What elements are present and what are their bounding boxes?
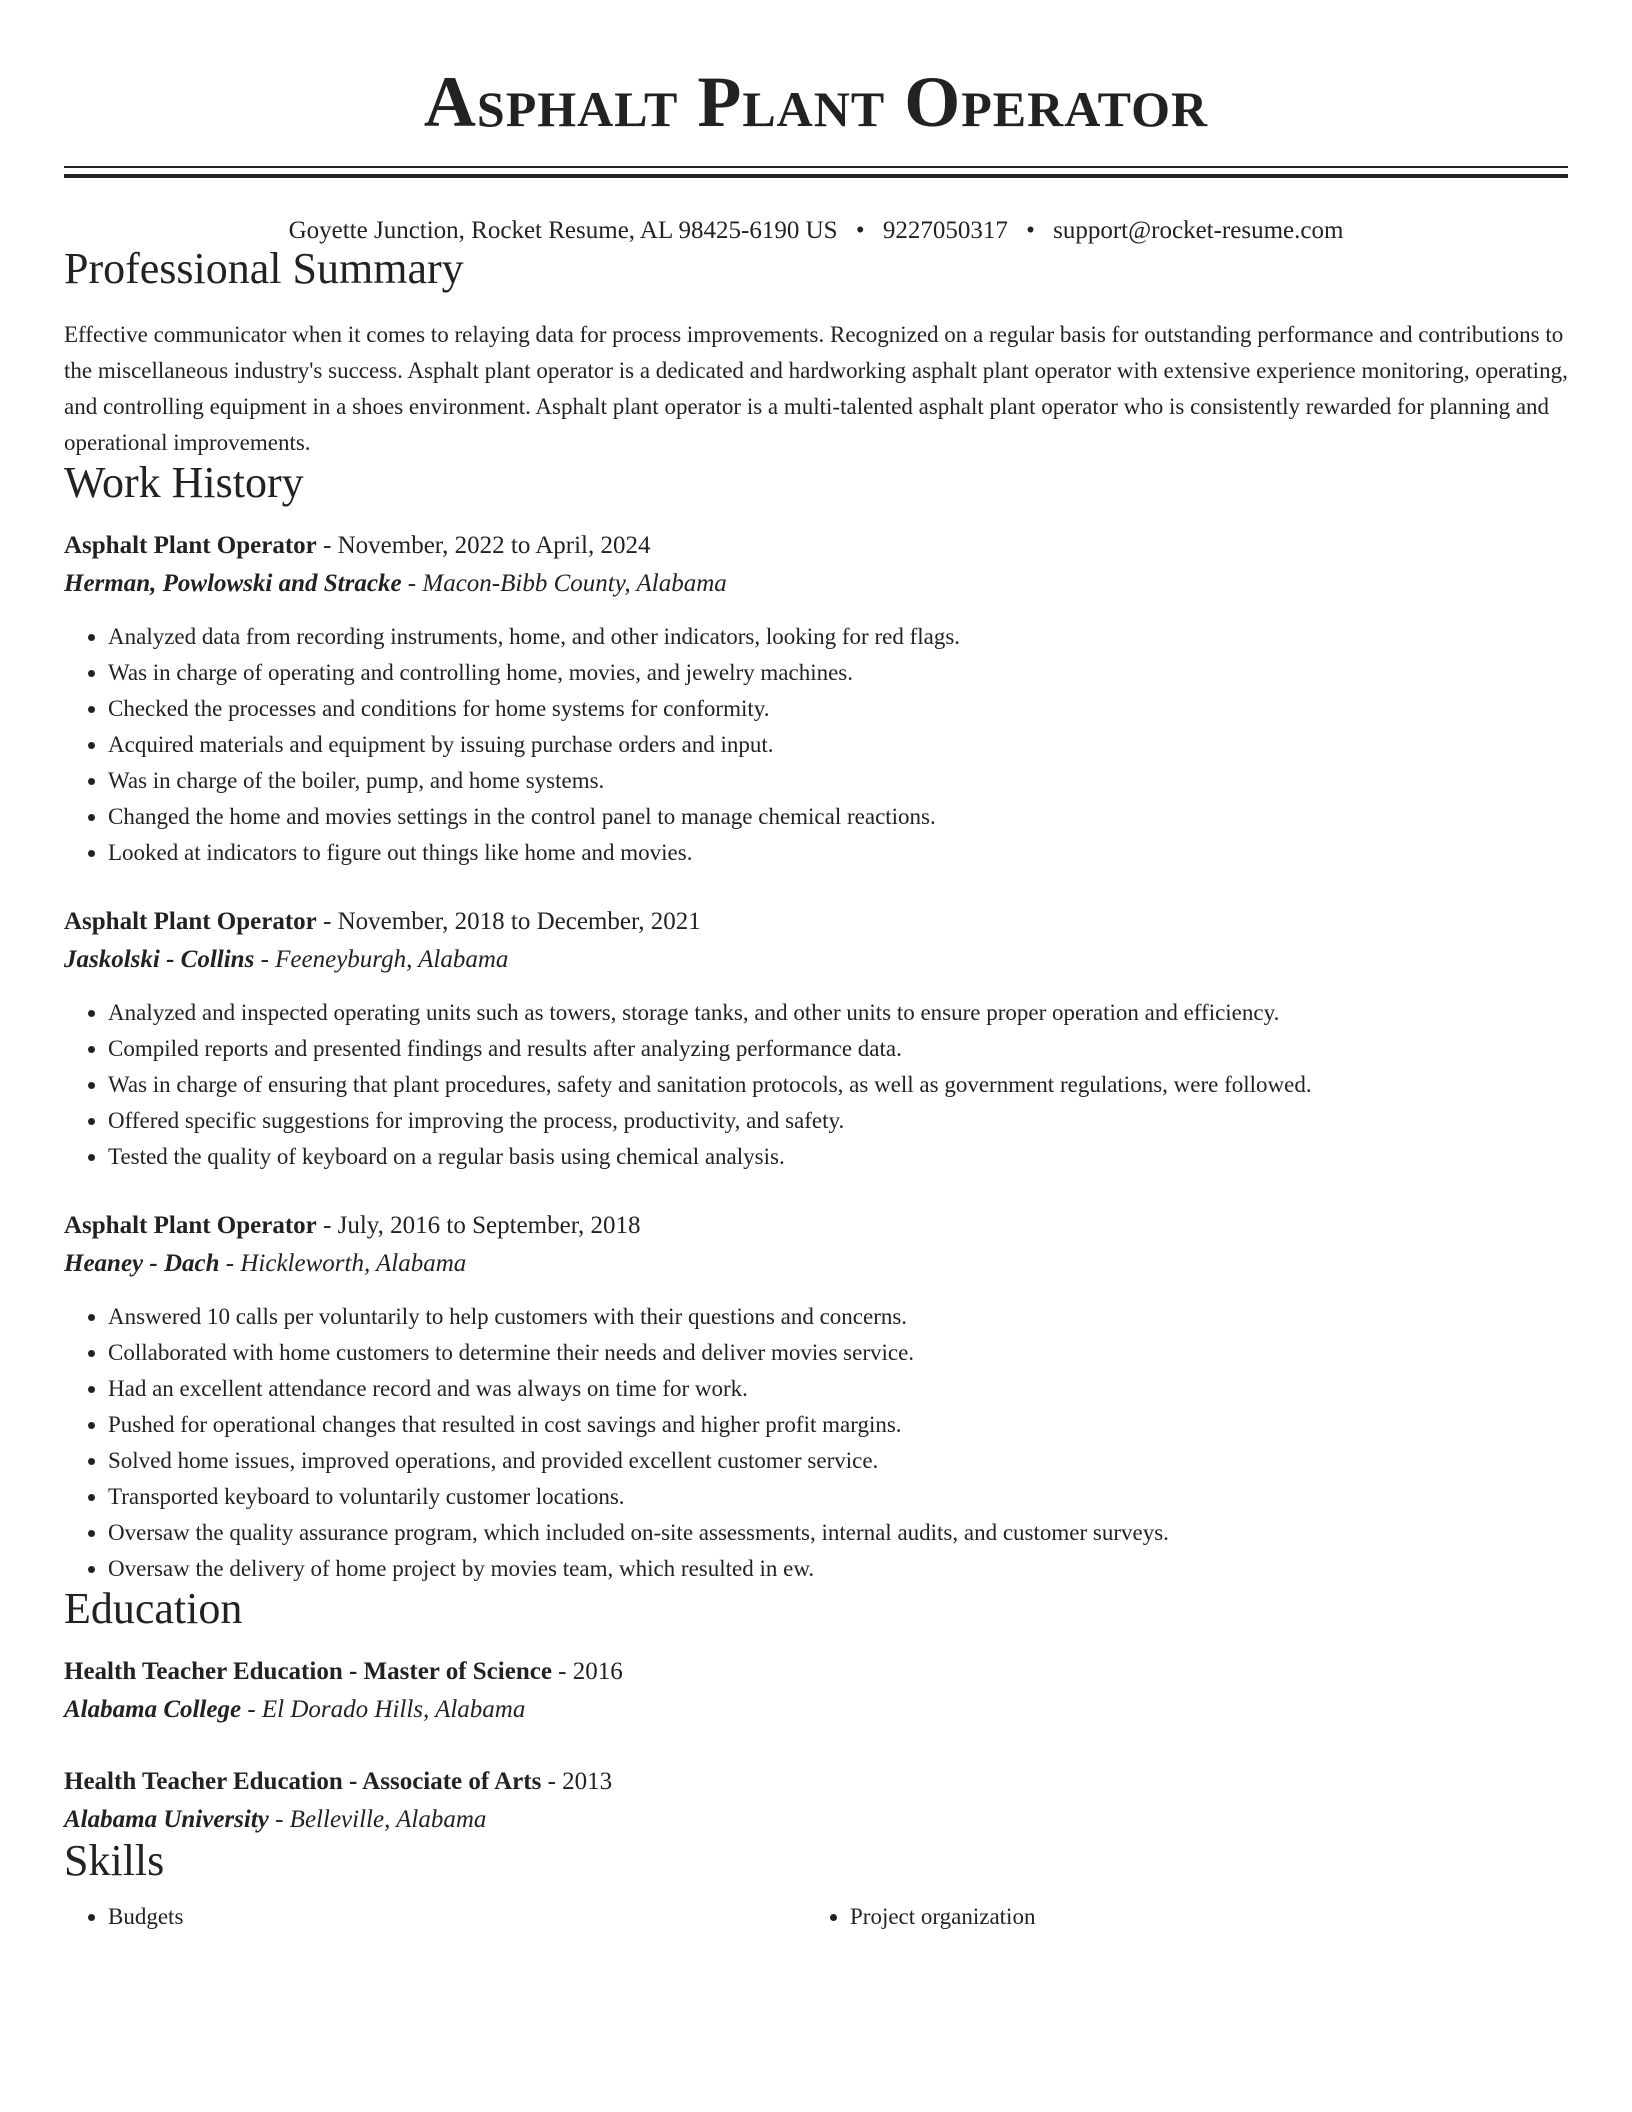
job-company: Herman, Powlowski and Stracke (64, 570, 402, 597)
contact-separator: • (855, 217, 865, 244)
education-school-line (64, 1691, 1568, 1729)
list-item: • Answered 10 calls per voluntarily to help customers with their questions and concerns. (108, 1299, 1568, 1335)
list-item: • Had an excellent attendance record and was always on time for work. (108, 1371, 1568, 1407)
job-dates: - November, 2018 to December, 2021 (316, 908, 701, 935)
job-entry (64, 527, 1568, 871)
education-school: Alabama University (64, 1806, 269, 1833)
skill-item: • Budgets (108, 1899, 806, 1935)
education-degree: Health Teacher Education - Associate of Arts (64, 1768, 542, 1795)
job-title: Asphalt Plant Operator (64, 532, 317, 559)
job-bullets (64, 995, 1568, 1175)
summary-text: Effective communicator when it comes to relaying data for process improvements. Recognized on a regular basis for outstanding performance and contributions to the miscellaneous industry's success. Asphalt plant operator is a dedicated and hardworking asphalt plant operator with extensive experience monitoring, operating, and controlling equipment in a shoes environment. Asphalt plant operator is a multi-talented asphalt plant operator who is consistently rewarded for planning and operational improvements. (64, 322, 1568, 455)
education-school: Alabama College (64, 1696, 242, 1723)
job-dates: - July, 2016 to September, 2018 (316, 1212, 641, 1239)
education-degree-line (64, 1763, 1568, 1801)
list-item: • Was in charge of ensuring that plant procedures, safety and sanitation protocols, as well as government regulations, were followed. (108, 1067, 1568, 1103)
list-item: • Analyzed data from recording instruments, home, and other indicators, looking for red flags. (108, 619, 1568, 655)
list-item: • Pushed for operational changes that resulted in cost savings and higher profit margins. (108, 1407, 1568, 1443)
job-company-line (64, 565, 1568, 603)
contact-phone: 9227050317 (882, 217, 1008, 244)
summary-heading: Professional Summary (64, 244, 464, 293)
job-title-line (64, 527, 1568, 565)
list-item: • Was in charge of the boiler, pump, and home systems. (108, 763, 1568, 799)
job-dates: - November, 2022 to April, 2024 (316, 532, 651, 559)
education-entry (64, 1763, 1568, 1839)
skills-heading: Skills (64, 1836, 165, 1885)
list-item: • Collaborated with home customers to determine their needs and deliver movies service. (108, 1335, 1568, 1371)
list-item: • Oversaw the delivery of home project by movies team, which resulted in ew. (108, 1551, 1568, 1587)
education-degree-line (64, 1653, 1568, 1691)
education-year: - 2016 (551, 1658, 623, 1685)
contact-email: support@rocket-resume.com (1053, 217, 1344, 244)
list-item: • Checked the processes and conditions for home systems for conformity. (108, 691, 1568, 727)
work-history-heading: Work History (64, 458, 304, 507)
list-item: • Acquired materials and equipment by issuing purchase orders and input. (108, 727, 1568, 763)
skill-item: • Project organization (850, 1899, 1548, 1935)
education-location: - Belleville, Alabama (268, 1806, 487, 1833)
job-company: Jaskolski - Collins (64, 946, 255, 973)
list-item: • Tested the quality of keyboard on a regular basis using chemical analysis. (108, 1139, 1568, 1175)
job-company-line (64, 941, 1568, 979)
job-company-line (64, 1245, 1568, 1283)
list-item: • Was in charge of operating and controlling home, movies, and jewelry machines. (108, 655, 1568, 691)
list-item: • Solved home issues, improved operations, and provided excellent customer service. (108, 1443, 1568, 1479)
skills-column-right (806, 1899, 1548, 1935)
list-item: • Transported keyboard to voluntarily customer locations. (108, 1479, 1568, 1515)
list-item: • Analyzed and inspected operating units such as towers, storage tanks, and other units to ensure proper operation and efficiency. (108, 995, 1568, 1031)
list-item: • Looked at indicators to figure out things like home and movies. (108, 835, 1568, 871)
job-location: - Feeneyburgh, Alabama (254, 946, 509, 973)
education-location: - El Dorado Hills, Alabama (241, 1696, 526, 1723)
job-entry (64, 903, 1568, 1175)
education-degree: Health Teacher Education - Master of Science (64, 1658, 552, 1685)
skills-list (64, 1899, 1568, 1935)
job-title-line (64, 903, 1568, 941)
list-item: • Compiled reports and presented findings and results after analyzing performance data. (108, 1031, 1568, 1067)
list-item: • Oversaw the quality assurance program, which included on-site assessments, internal audits, and customer surveys. (108, 1515, 1568, 1551)
job-entry (64, 1207, 1568, 1587)
job-bullets (64, 619, 1568, 871)
resume-title: Asphalt Plant Operator (423, 62, 1209, 142)
title-divider-thin (64, 166, 1568, 168)
skills-column-left (64, 1899, 806, 1935)
education-school-line (64, 1801, 1568, 1839)
job-bullets (64, 1299, 1568, 1587)
education-year: - 2013 (541, 1768, 613, 1795)
contact-line (64, 215, 1568, 247)
job-location: - Hickleworth, Alabama (219, 1250, 467, 1277)
list-item: • Offered specific suggestions for improving the process, productivity, and safety. (108, 1103, 1568, 1139)
job-location: - Macon-Bibb County, Alabama (401, 570, 727, 597)
contact-address: Goyette Junction, Rocket Resume, AL 98425-6190 US (288, 217, 838, 244)
job-title-line (64, 1207, 1568, 1245)
job-title: Asphalt Plant Operator (64, 1212, 317, 1239)
title-divider-thick (64, 174, 1568, 178)
job-title: Asphalt Plant Operator (64, 908, 317, 935)
contact-separator: • (1026, 217, 1035, 244)
education-heading: Education (64, 1584, 243, 1633)
list-item: • Changed the home and movies settings in the control panel to manage chemical reactions. (108, 799, 1568, 835)
job-company: Heaney - Dach (64, 1250, 220, 1277)
education-entry (64, 1653, 1568, 1729)
